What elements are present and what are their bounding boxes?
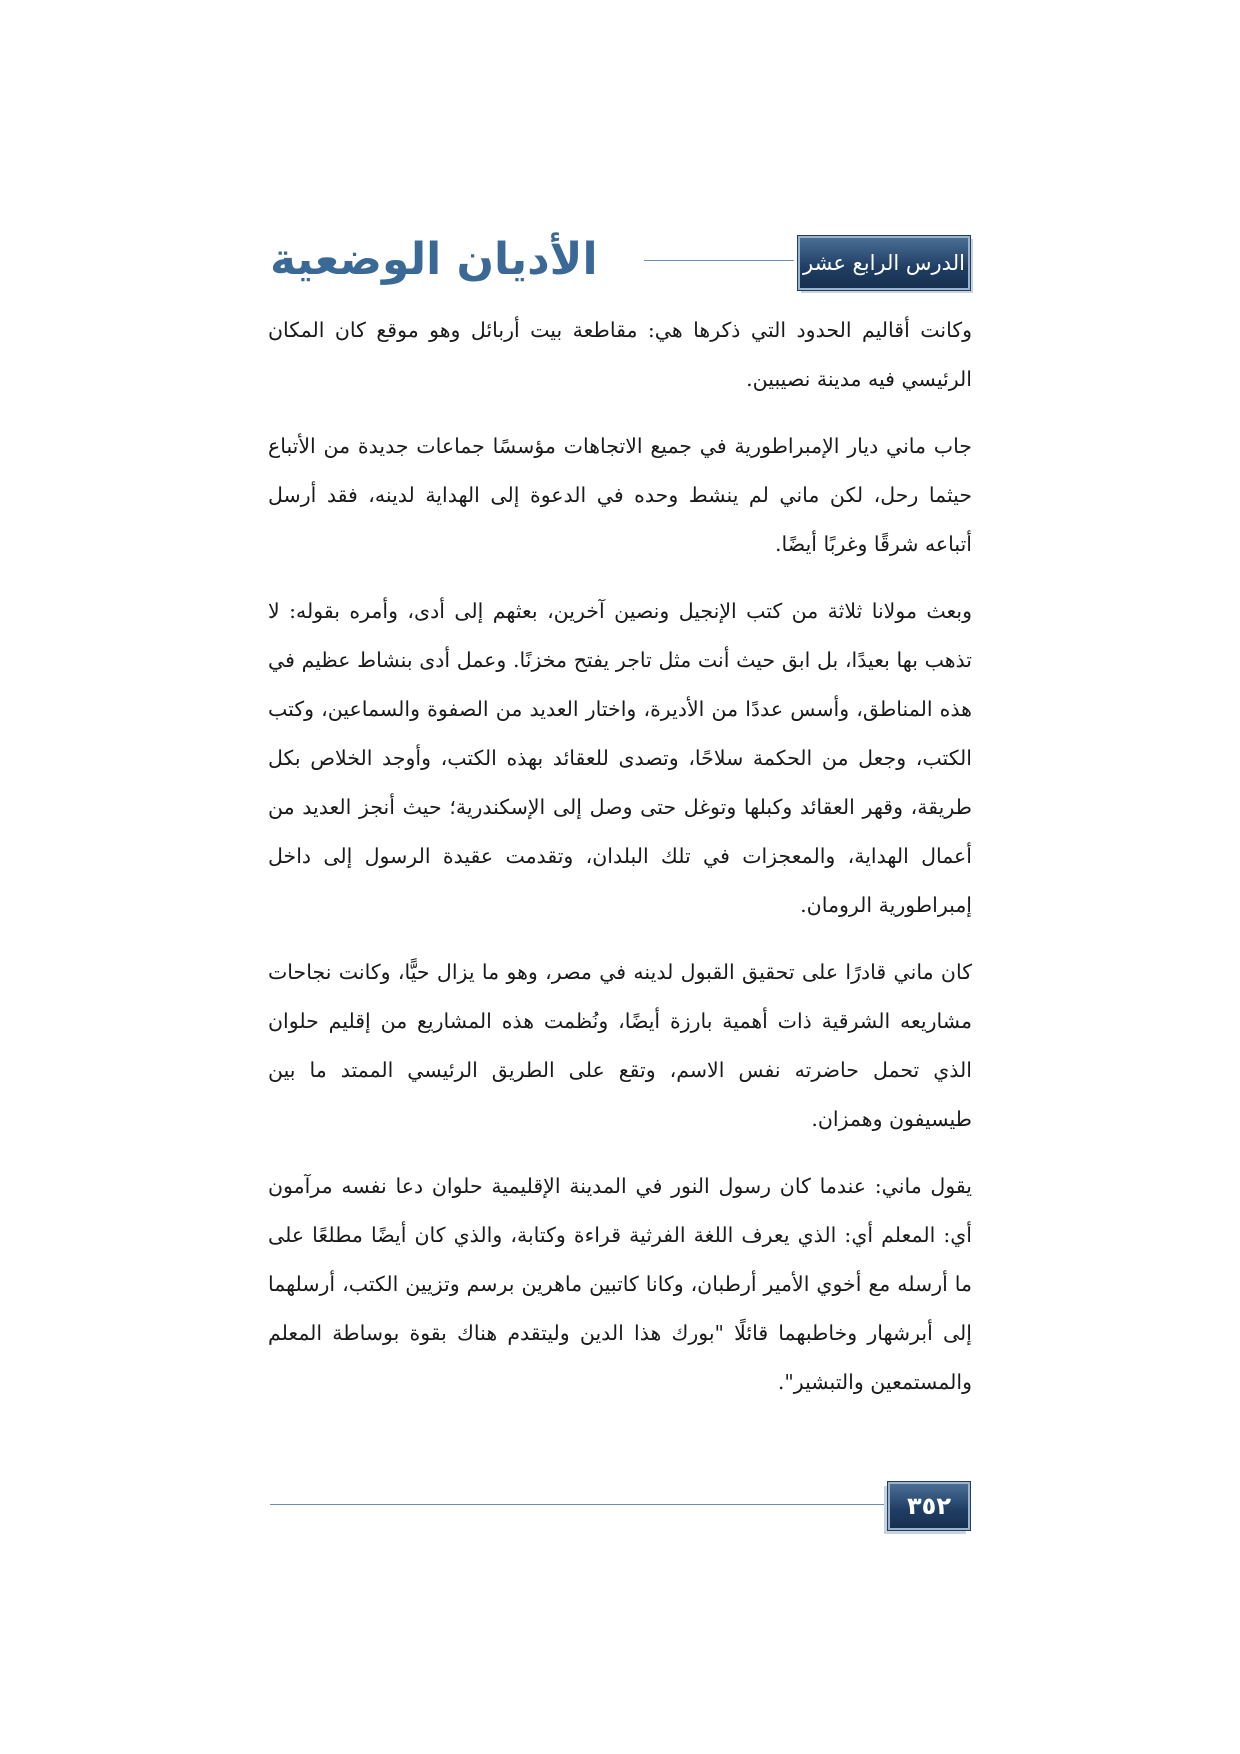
page-footer	[270, 1482, 970, 1530]
paragraph-1: وكانت أقاليم الحدود التي ذكرها هي: مقاطعة بيت أربائل وهو موقع كان المكان الرئيسي فيه مدينة نصيبين.	[268, 318, 972, 391]
paragraph-4: كان ماني قادرًا على تحقيق القبول لدينه في مصر، وهو ما يزال حيًّا، وكانت نجاحات مشاريعه الشرقية ذات أهمية بارزة أيضًا، ونُظمت هذه المشاريع من إقليم حلوان الذي تحمل حاضرته نفس الاسم، وتقع على الطريق الرئيسي الممتد ما بين طيسيفون وهمزان.	[268, 960, 972, 1131]
paragraph-5: يقول ماني: عندما كان رسول النور في المدينة الإقليمية حلوان دعا نفسه مرآمون أي: المعلم أي: الذي يعرف اللغة الفرثية قراءة وكتابة، والذي كان أيضًا مطلعًا على ما أرسله مع أخوي الأمير أرطبان، وكانا كاتبين ماهرين برسم وتزيين الكتب، أرسلهما إلى أبرشهار وخاطبهما قائلًا "بورك هذا الدين وليتقدم هناك بقوة بوساطة المعلم والمستمعين والتبشير".	[268, 1174, 972, 1394]
footer-divider	[270, 1504, 890, 1505]
book-title: الأديان الوضعية	[270, 234, 598, 285]
paragraph-2: جاب ماني ديار الإمبراطورية في جميع الاتجاهات مؤسسًا جماعات جديدة من الأتباع حيثما رحل، لكن ماني لم ينشط وحده في الدعوة إلى الهداية لدينه، فقد أرسل أتباعه شرقًا وغربًا أيضًا.	[268, 434, 972, 556]
lesson-badge: الدرس الرابع عشر	[798, 236, 970, 290]
header-divider	[644, 260, 794, 261]
page-header	[270, 232, 970, 292]
paragraph-3: وبعث مولانا ثلاثة من كتب الإنجيل ونصين آخرين، بعثهم إلى أدى، وأمره بقوله: لا تذهب بها بعيدًا، بل ابق حيث أنت مثل تاجر يفتح مخزنًا. وعمل أدى بنشاط عظيم في هذه المناطق، وأسس عددًا من الأديرة، واختار العديد من الصفوة والسماعين، وكتب الكتب، وجعل من الحكمة سلاحًا، وتصدى للعقائد بهذه الكتب، وأوجد الخلاص بكل طريقة، وقهر العقائد وكبلها وتوغل حتى وصل إلى الإسكندرية؛ حيث أنجز العديد من أعمال الهداية، والمعجزات في تلك البلدان، وتقدمت عقيدة الرسول إلى داخل إمبراطورية الرومان.	[268, 599, 972, 917]
page-body	[268, 306, 972, 1425]
page-number: ٣٥٢	[888, 1482, 970, 1530]
